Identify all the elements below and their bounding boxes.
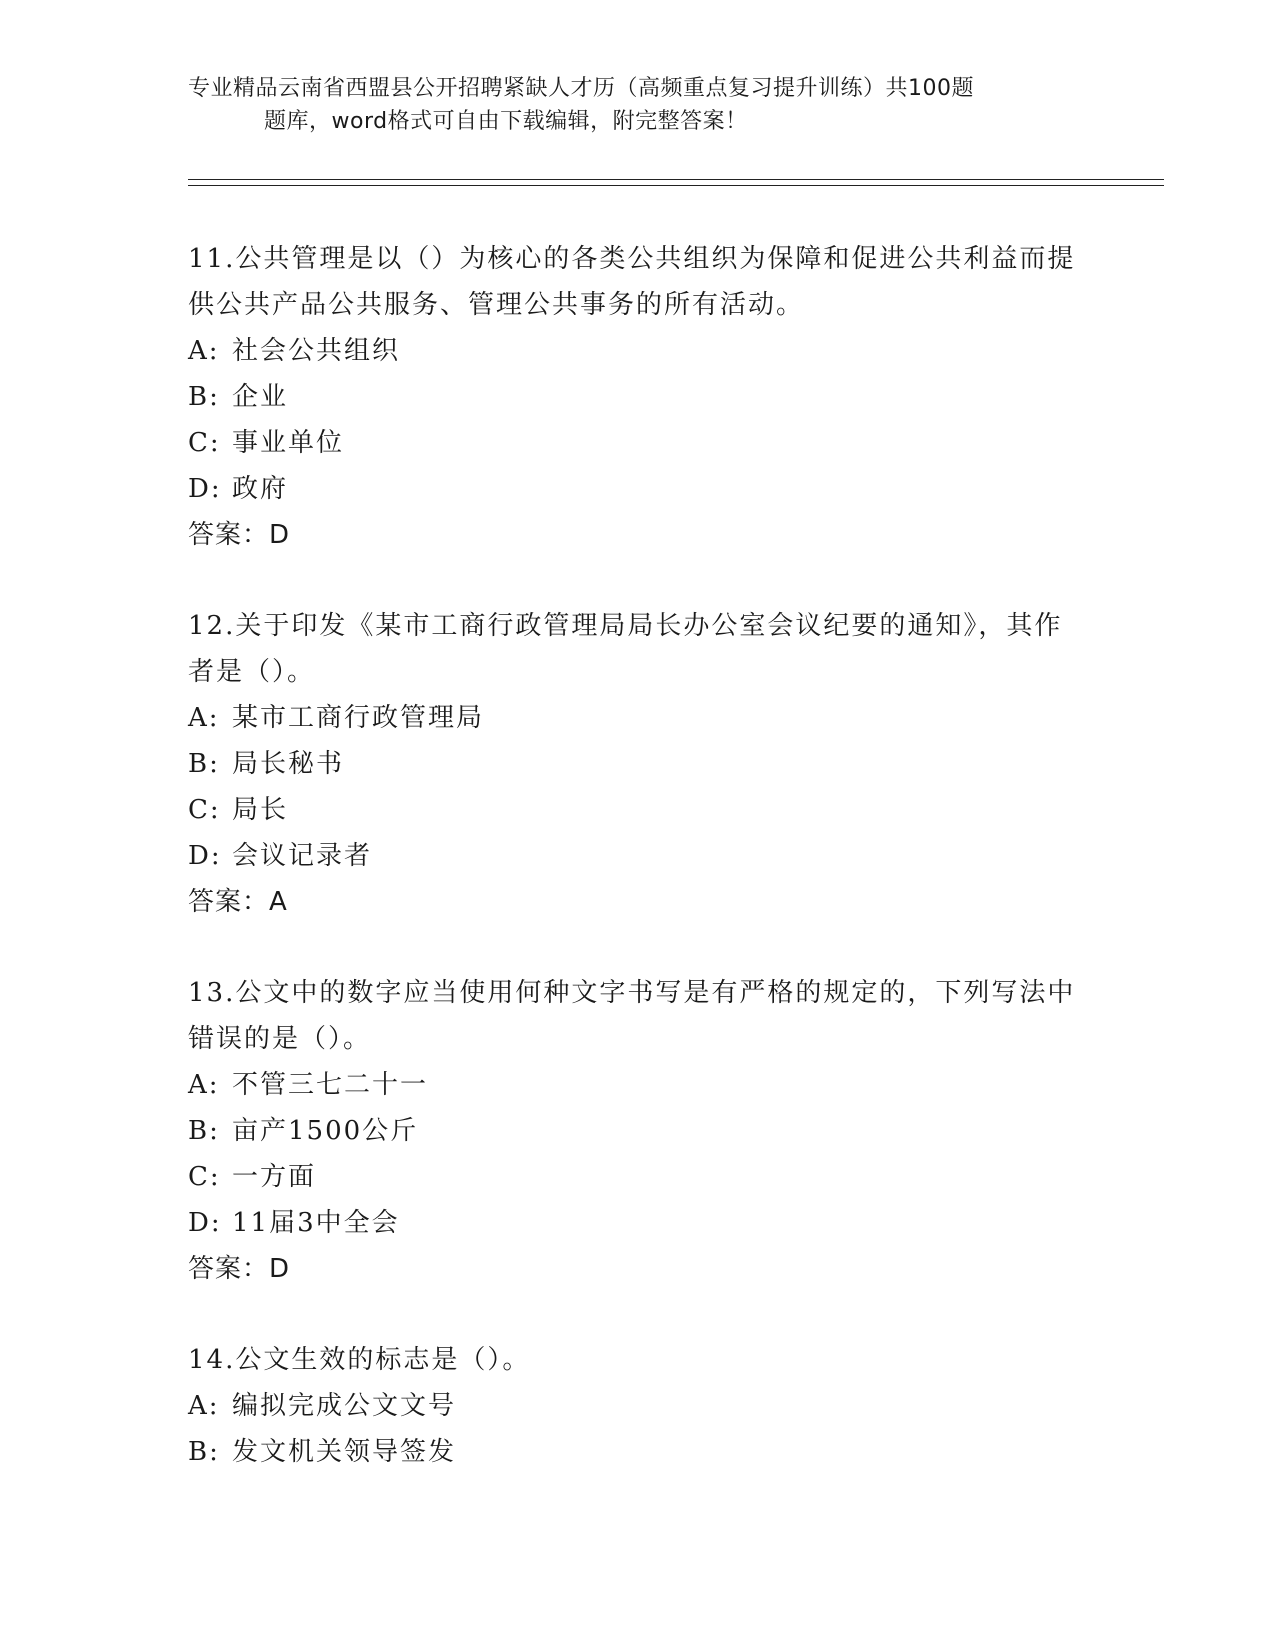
option-letter: B: bbox=[188, 1437, 220, 1467]
question-stem: 14.公文生效的标志是（）。 bbox=[188, 1345, 531, 1375]
question-stem: 12.关于印发《某市工商行政管理局局长办公室会议纪要的通知》，其作者是（）。 bbox=[188, 611, 1063, 687]
question-12 bbox=[188, 603, 1088, 925]
option-b bbox=[188, 741, 1088, 787]
option-d bbox=[188, 833, 1088, 879]
option-a bbox=[188, 695, 1088, 741]
option-letter: D: bbox=[188, 841, 222, 871]
option-text: 编拟完成公文文号 bbox=[232, 1391, 457, 1421]
option-text: 一方面 bbox=[232, 1162, 317, 1192]
option-a bbox=[188, 1062, 1088, 1108]
option-letter: A: bbox=[188, 1391, 220, 1421]
option-letter: C: bbox=[188, 428, 221, 458]
option-text: 政府 bbox=[232, 474, 289, 504]
option-text: 亩产1500公斤 bbox=[232, 1116, 419, 1146]
option-a bbox=[188, 1383, 1088, 1429]
question-stem: 13.公文中的数字应当使用何种文字书写是有严格的规定的，下列写法中错误的是（）。 bbox=[188, 978, 1076, 1054]
option-letter: D: bbox=[188, 1208, 222, 1238]
option-d bbox=[188, 466, 1088, 512]
option-text: 企业 bbox=[232, 382, 289, 412]
question-14 bbox=[188, 1337, 1088, 1475]
option-text: 发文机关领导签发 bbox=[232, 1437, 457, 1467]
question-stem: 11.公共管理是以（）为核心的各类公共组织为保障和促进公共利益而提供公共产品公共服务、管理公共事务的所有活动。 bbox=[188, 244, 1076, 320]
question-13 bbox=[188, 970, 1088, 1292]
option-letter: B: bbox=[188, 382, 220, 412]
question-11 bbox=[188, 236, 1088, 558]
option-text: 某市工商行政管理局 bbox=[232, 703, 485, 733]
option-letter: C: bbox=[188, 795, 221, 825]
option-letter: B: bbox=[188, 749, 220, 779]
option-letter: A: bbox=[188, 703, 220, 733]
header-title-line1: 专业精品云南省西盟县公开招聘紧缺人才历（高频重点复习提升训练）共100题 bbox=[188, 76, 974, 101]
answer-line: 答案：A bbox=[188, 887, 288, 917]
option-c bbox=[188, 420, 1088, 466]
option-b bbox=[188, 1108, 1088, 1154]
option-c bbox=[188, 1154, 1088, 1200]
answer-line: 答案：D bbox=[188, 520, 291, 550]
option-letter: A: bbox=[188, 1070, 220, 1100]
option-b bbox=[188, 374, 1088, 420]
option-letter: B: bbox=[188, 1116, 220, 1146]
option-text: 局长 bbox=[232, 795, 289, 825]
option-c bbox=[188, 787, 1088, 833]
option-letter: A: bbox=[188, 336, 220, 366]
option-text: 会议记录者 bbox=[232, 841, 373, 871]
option-a bbox=[188, 328, 1088, 374]
option-text: 局长秘书 bbox=[232, 749, 345, 779]
option-d bbox=[188, 1200, 1088, 1246]
header-divider-top bbox=[188, 179, 1164, 180]
option-text: 不管三七二十一 bbox=[232, 1070, 429, 1100]
answer-line: 答案：D bbox=[188, 1254, 291, 1284]
header-divider-bottom bbox=[188, 185, 1164, 186]
option-text: 事业单位 bbox=[232, 428, 345, 458]
option-text: 11届3中全会 bbox=[232, 1208, 400, 1238]
option-b bbox=[188, 1429, 1088, 1475]
document-header bbox=[188, 72, 1088, 138]
header-title-line2: 题库，word格式可自由下载编辑，附完整答案！ bbox=[264, 109, 748, 134]
option-text: 社会公共组织 bbox=[232, 336, 401, 366]
option-letter: C: bbox=[188, 1162, 221, 1192]
option-letter: D: bbox=[188, 474, 222, 504]
